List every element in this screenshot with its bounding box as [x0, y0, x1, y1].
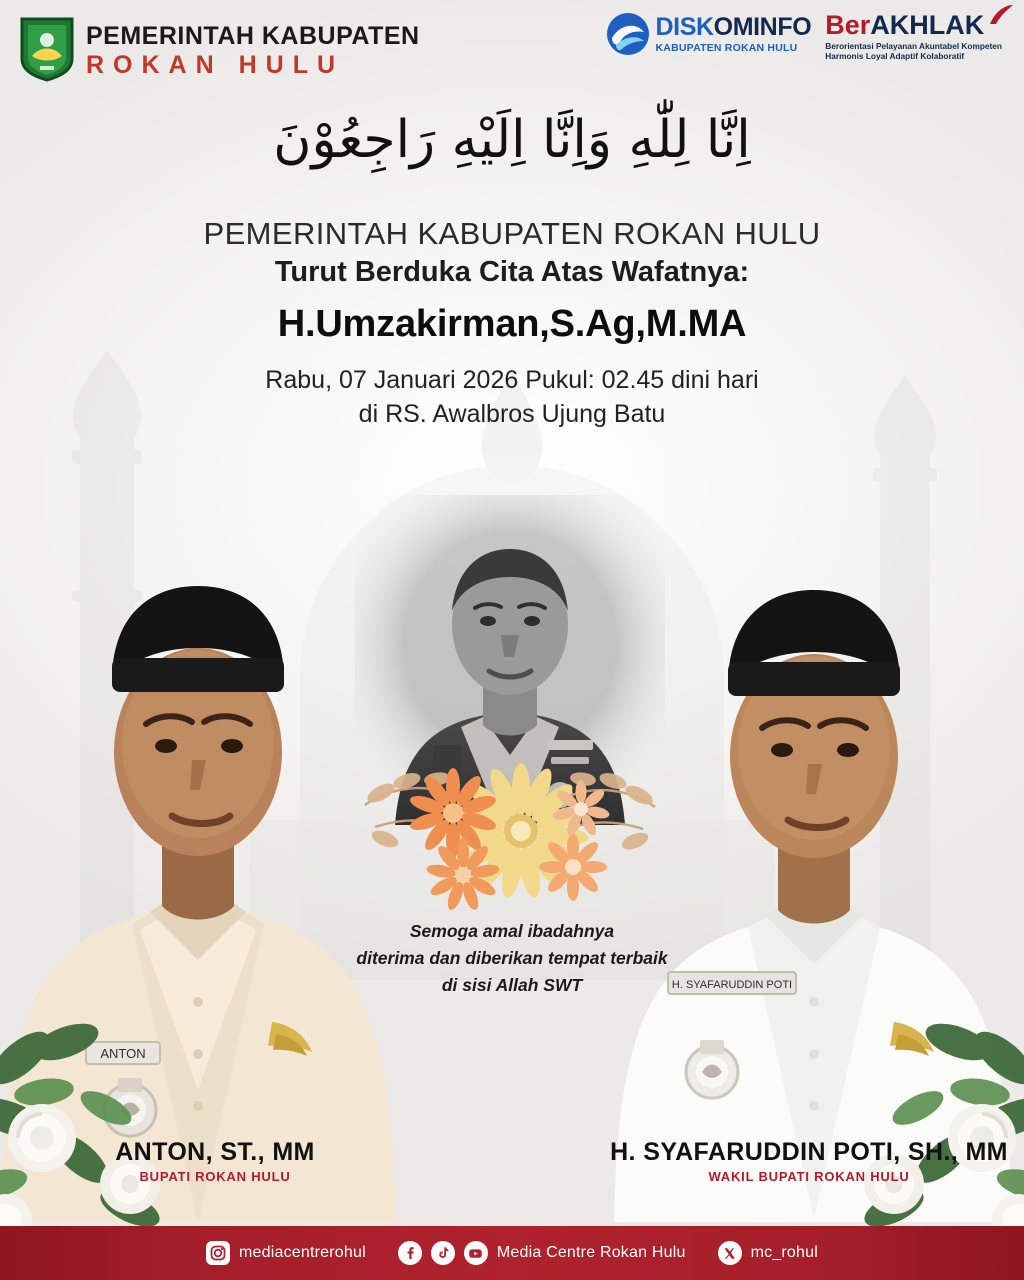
- gov-line-2: ROKAN HULU: [86, 51, 345, 79]
- prayer-line-3: di sisi Allah SWT: [441, 975, 583, 996]
- social-name[interactable]: Media Centre Rokan Hulu: [496, 1244, 686, 1261]
- condolence-line: Turut Berduka Cita Atas Wafatnya:: [274, 256, 750, 288]
- svg-text:ANTON: ANTON: [100, 1046, 146, 1061]
- place-line: di RS. Awalbros Ujung Batu: [358, 400, 666, 428]
- wakil-bupati-name: H. SYAFARUDDIN POTI, SH., MM: [610, 1138, 1008, 1166]
- deceased-name: H.Umzakirman,S.Ag,M.MA: [277, 303, 747, 345]
- berakhlak-main-red: Ber: [825, 10, 871, 40]
- diskominfo-main-blue: DISK: [655, 13, 714, 42]
- diskominfo-subtitle: KABUPATEN ROKAN HULU: [655, 41, 798, 54]
- x-handle[interactable]: mc_rohul: [750, 1244, 818, 1261]
- corner-flowers-right-graphic: [784, 988, 1024, 1238]
- facebook-icon[interactable]: [398, 1241, 422, 1265]
- berakhlak-sub-2: Harmonis Loyal Adaptif Kolaboratif: [825, 51, 965, 62]
- rokan-hulu-crest-icon: [18, 16, 76, 82]
- berakhlak-main-dark: AKHLAK: [870, 10, 985, 40]
- date-line: Rabu, 07 Januari 2026 Pukul: 02.45 dini hari: [265, 366, 759, 394]
- tiktok-icon[interactable]: [431, 1241, 455, 1265]
- partner-logos: [606, 12, 1010, 62]
- government-title: PEMERINTAH KABUPATEN ROKAN HULU: [203, 216, 821, 251]
- instagram-icon[interactable]: [206, 1241, 230, 1265]
- social-media-footer: [0, 1226, 1024, 1280]
- poster-header: [0, 0, 1024, 104]
- instagram-handle[interactable]: mediacentrerohul: [239, 1244, 366, 1261]
- prayer-line-2: diterima dan diberikan tempat terbaik: [356, 948, 668, 969]
- diskominfo-main-dark: OMINFO: [713, 13, 812, 42]
- bupati-role: BUPATI ROKAN HULU: [139, 1169, 291, 1184]
- diskominfo-text: [656, 14, 812, 53]
- x-twitter-icon[interactable]: [718, 1241, 742, 1265]
- berakhlak-sub-1: Berorientasi Pelayanan Akuntabel Kompeten: [825, 41, 1002, 51]
- bupati-name: ANTON, ST., MM: [115, 1138, 315, 1166]
- diskominfo-swirl-icon: [606, 12, 650, 56]
- prayer-line-1: Semoga amal ibadahnya: [409, 921, 615, 941]
- government-logo-block: [18, 16, 420, 82]
- youtube-icon[interactable]: [464, 1241, 488, 1265]
- berakhlak-swoosh-icon: [988, 4, 1014, 31]
- arabic-inna-lillahi-text: اِنَّا لِلّٰهِ وَاِنَّا اِلَيْهِ رَاجِعُوْنَ: [273, 110, 751, 170]
- gov-line-1: PEMERINTAH KABUPATEN: [86, 22, 420, 50]
- bupati-name-plate: [0, 1138, 435, 1184]
- berakhlak-logo: [825, 12, 1010, 62]
- wakil-bupati-name-plate: [589, 1138, 1024, 1184]
- wakil-bupati-role: WAKIL BUPATI ROKAN HULU: [708, 1169, 910, 1184]
- corner-flowers-left-graphic: [0, 988, 240, 1238]
- diskominfo-logo: [606, 12, 812, 56]
- svg-text:H. SYAFARUDDIN POTI: H. SYAFARUDDIN POTI: [671, 979, 793, 991]
- government-name: [86, 20, 420, 78]
